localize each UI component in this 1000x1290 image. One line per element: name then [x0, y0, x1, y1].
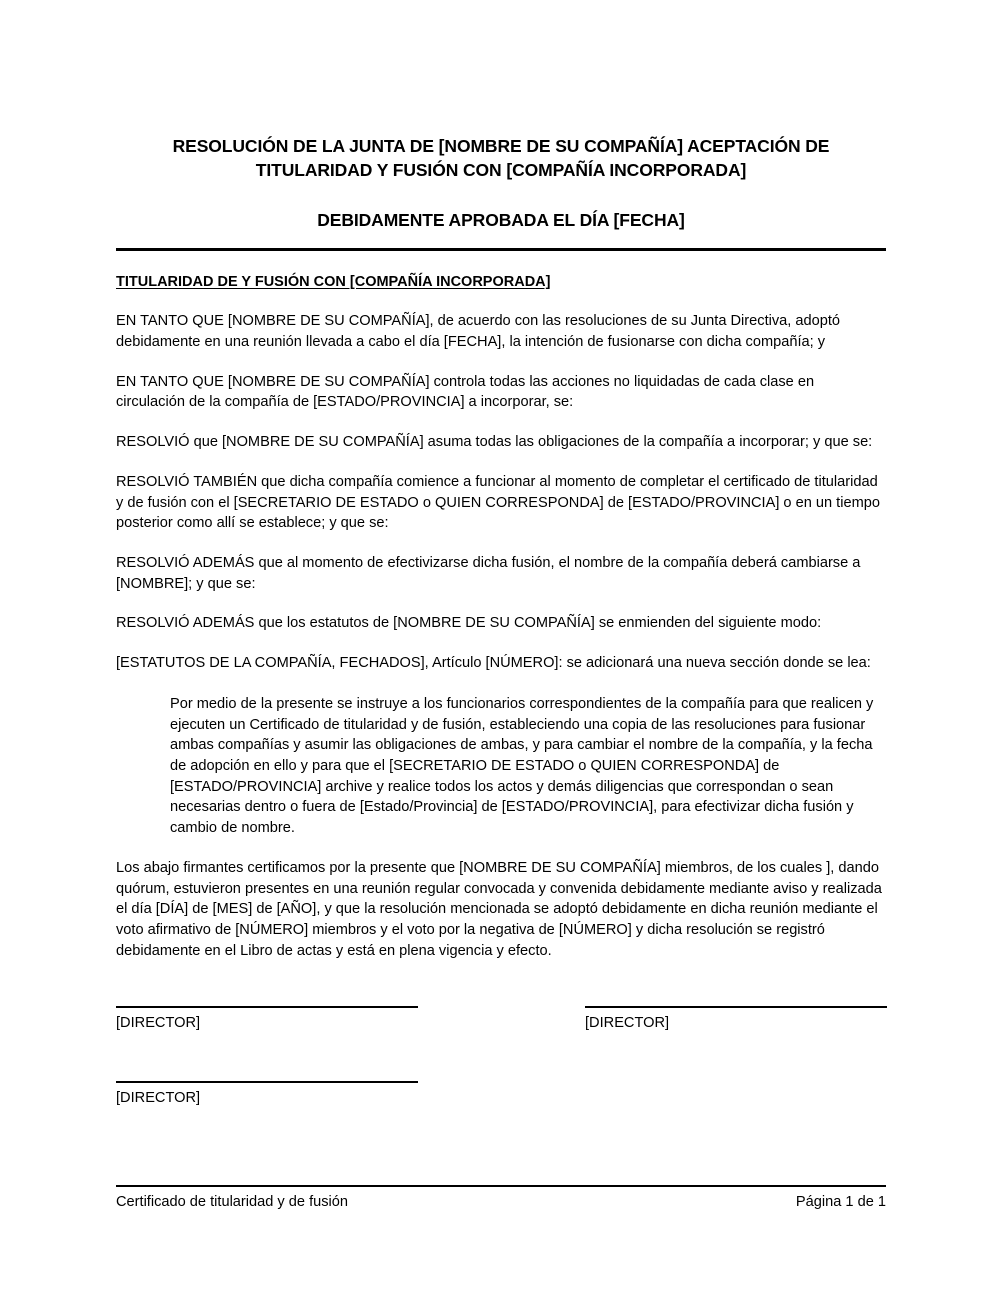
paragraph-certification: Los abajo firmantes certificamos por la presente que [NOMBRE DE SU COMPAÑÍA] miembros, de los cuales ], dando quórum, estuvieron presentes en una reunión regular convocada y convenida debidamente mediante aviso y realizada el día [DÍA] de [MES] de [AÑO], y que la resolución mencionada se adoptó debidamente en dicha reunión mediante el voto afirmativo de [NÚMERO] miembros y el voto por la negativa de [NÚMERO] y dicha resolución se registró debidamente en el Libro de actas y está en plena vigencia y efecto. — [116, 859, 882, 959]
signature-block-director-2 — [585, 1006, 887, 1033]
signature-row-2 — [116, 1033, 886, 1108]
document-body — [116, 0, 886, 1108]
footer-document-name: Certificado de titularidad y de fusión — [116, 1194, 349, 1210]
paragraph-bylaws-quote: Por medio de la presente se instruye a los funcionarios correspondientes de la compañía para que realicen y ejecuten un Certificado de titularidad y de fusión, estableciendo una copia de las resoluciones para fusionar ambas compañías y asumir las obligaciones de ambas, y para cambiar el nombre de la compañía, y la fecha de adopción en ello y para que el [SECRETARIO DE ESTADO o QUIEN CORRESPONDA] de [ESTADO/PROVINCIA] archive y realice todos los actos y demás diligencias que correspondan o sean necesarias dentro o fuera de [Estado/Provincia] de [ESTADO/PROVINCIA], para efectivizar dicha fusión y cambio de nombre. — [170, 695, 874, 837]
page-title: RESOLUCIÓN DE LA JUNTA DE [NOMBRE DE SU COMPAÑÍA] ACEPTACIÓN DE TITULARIDAD Y FUSIÓN CON [COMPAÑÍA INCORPORADA] — [172, 136, 830, 181]
paragraph-resolved-1: RESOLVIÓ que [NOMBRE DE SU COMPAÑÍA] asuma todas las obligaciones de la compañía a incorporar; y que se: — [116, 434, 873, 451]
signature-row-1 — [116, 1006, 886, 1033]
paragraph-whereas-1: EN TANTO QUE [NOMBRE DE SU COMPAÑÍA], de acuerdo con las resoluciones de su Junta Directiva, adoptó debidamente en una reunión llevada a cabo el día [FECHA], la intención de fusionarse con dicha compañía; y — [116, 313, 841, 350]
page-subtitle: DEBIDAMENTE APROBADA EL DÍA [FECHA] — [317, 210, 685, 231]
section-heading: TITULARIDAD DE Y FUSIÓN CON [COMPAÑÍA INCORPORADA] — [116, 274, 551, 291]
signature-block-director-3 — [116, 1081, 418, 1108]
signature-area — [116, 962, 886, 1109]
footer-page-number: Página 1 de 1 — [795, 1194, 886, 1210]
paragraph-resolved-3: RESOLVIÓ ADEMÁS que al momento de efectivizarse dicha fusión, el nombre de la compañía deberá cambiarse a [NOMBRE]; y que se: — [116, 555, 861, 592]
signature-label: [DIRECTOR] — [116, 1089, 201, 1106]
paragraph-resolved-4: RESOLVIÓ ADEMÁS que los estatutos de [NOMBRE DE SU COMPAÑÍA] se enmienden del siguiente modo: — [116, 615, 822, 632]
signature-block-director-1 — [116, 1006, 418, 1033]
footer-row — [116, 1187, 886, 1212]
paragraph-resolved-2: RESOLVIÓ TAMBIÉN que dicha compañía comience a funcionar al momento de completar el certificado de titularidad y de fusión con el [SECRETARIO DE ESTADO o QUIEN CORRESPONDA] de [ESTADO/PROVINCIA] o en un tiempo posterior como allí se establece; y que se: — [116, 473, 880, 532]
page-footer — [116, 1185, 886, 1212]
signature-label: [DIRECTOR] — [116, 1014, 201, 1031]
paragraph-bylaws-reference: [ESTATUTOS DE LA COMPAÑÍA, FECHADOS], Artículo [NÚMERO]: se adicionará una nueva sección donde se lea: — [116, 655, 871, 672]
signature-label: [DIRECTOR] — [585, 1014, 670, 1031]
paragraph-whereas-2: EN TANTO QUE [NOMBRE DE SU COMPAÑÍA] controla todas las acciones no liquidadas de cada clase en circulación de la compañía de [ESTADO/PROVINCIA] a incorporar, se: — [116, 373, 815, 411]
